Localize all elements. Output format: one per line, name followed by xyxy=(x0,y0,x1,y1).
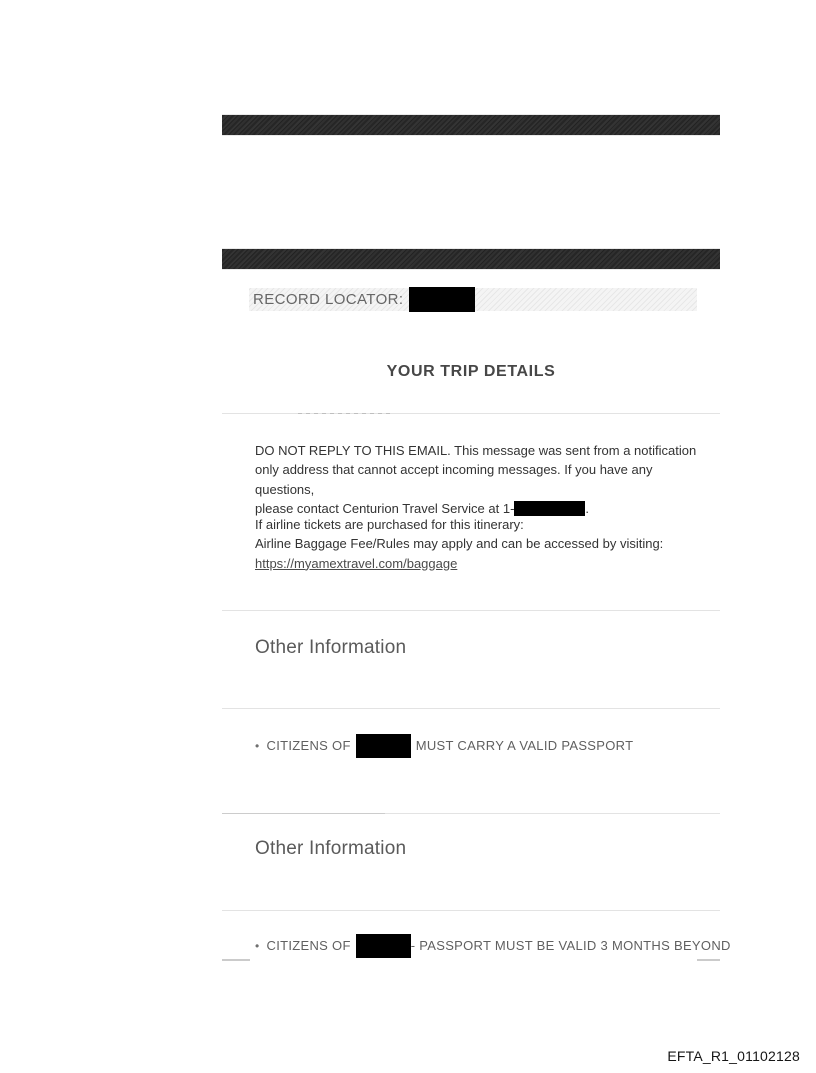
page-title: YOUR TRIP DETAILS xyxy=(386,363,556,380)
bates-number: EFTA_R1_01102128 xyxy=(667,1048,800,1064)
bullet-1-suffix: MUST CARRY A VALID PASSPORT xyxy=(415,738,634,753)
record-locator-strip xyxy=(249,288,697,311)
notice-line-1: DO NOT REPLY TO THIS EMAIL. This message was sent from a notification xyxy=(255,443,697,458)
separator-dash-fragment xyxy=(298,413,390,414)
country-redaction-box-1 xyxy=(356,734,411,758)
redacted-header-bar-top xyxy=(222,114,720,136)
separator-line xyxy=(222,610,720,611)
separator-fragment-right xyxy=(697,959,720,961)
redacted-header-bar-bottom xyxy=(222,248,720,270)
notice-line-2: only address that cannot accept incoming messages. If you have any questions, xyxy=(255,462,653,497)
notice-line-3-suffix: . xyxy=(585,500,590,516)
baggage-line-1: If airline tickets are purchased for this itinerary: xyxy=(255,517,524,532)
separator-line xyxy=(222,910,720,911)
baggage-info-paragraph xyxy=(255,515,705,573)
bullet-dot-icon: • xyxy=(255,738,260,753)
separator-line xyxy=(222,413,720,414)
passport-bullet-1 xyxy=(255,733,715,758)
section-heading-other-information-1: Other Information xyxy=(255,637,407,658)
bullet-2-suffix: - PASSPORT MUST BE VALID 3 MONTHS BEYOND xyxy=(410,938,731,953)
bullet-1-prefix: CITIZENS OF xyxy=(266,738,351,753)
separator-fragment-left xyxy=(222,959,250,961)
record-locator-redaction-box xyxy=(409,287,475,312)
baggage-link-line xyxy=(255,554,705,573)
country-redaction-box-2 xyxy=(356,934,411,958)
separator-dark-segment xyxy=(222,813,385,814)
separator-line xyxy=(222,813,720,814)
record-locator-label: RECORD LOCATOR: xyxy=(253,291,404,308)
baggage-line-2: Airline Baggage Fee/Rules may apply and can be accessed by visiting: xyxy=(255,536,664,552)
do-not-reply-notice xyxy=(255,441,705,518)
passport-bullet-2 xyxy=(255,933,731,958)
separator-line xyxy=(222,708,720,709)
notice-line-3-prefix: please contact Centurion Travel Service at 1- xyxy=(255,500,515,516)
bullet-2-prefix: CITIZENS OF xyxy=(266,938,351,953)
bullet-dot-icon: • xyxy=(255,938,260,953)
phone-number-redaction-box xyxy=(514,501,585,516)
baggage-link[interactable]: https://myamextravel.com/baggage xyxy=(255,555,458,571)
section-heading-other-information-2: Other Information xyxy=(255,838,407,859)
